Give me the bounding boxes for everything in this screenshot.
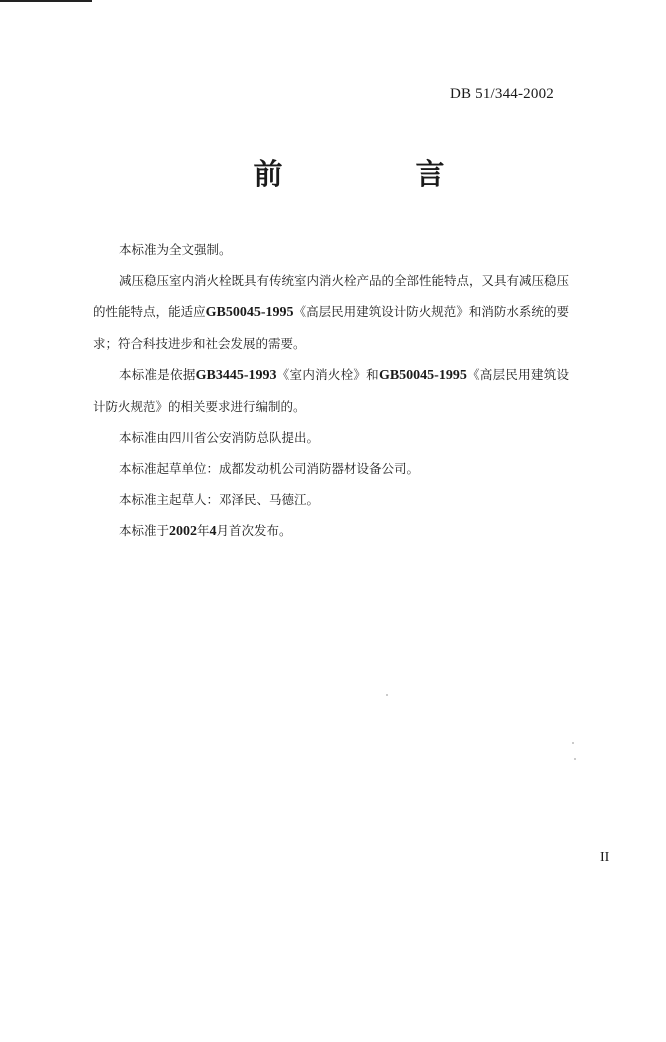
paragraph-text: 本标准起草单位：成都发动机公司消防器材设备公司。 [119,461,420,476]
paragraph-release [93,515,569,547]
paragraph-text: 减压稳压室内消火栓既具有传统室内消火栓产品的全部性能特点，又具有减压稳压的性能特点，能适应 [93,273,570,319]
body-text [93,234,569,547]
scan-speck [386,694,388,696]
release-month: 4 [209,524,217,539]
paragraph-text: 本标准主起草人：邓泽民、马德江。 [119,492,320,507]
standard-code: DB 51/344-2002 [449,86,554,102]
release-year: 2002 [169,524,198,539]
paragraph-text: 《高层民用建筑设计防火规范》的相关要求进行编制的。 [93,367,569,414]
scan-speck [574,758,576,760]
paragraph-text: 《高层民用建筑设计防火规范》和消防水系统的要求；符合科技进步和社会发展的需要。 [93,304,569,351]
page-title: 前 言 [253,157,497,191]
paragraph-text: 年 [197,523,210,538]
paragraph-text: 本标准是依据 [119,367,196,382]
scan-edge-mark [0,0,92,2]
paragraph-basis [93,359,569,422]
paragraph-text: 本标准由四川省公安消防总队提出。 [119,430,320,445]
scan-speck [572,742,574,744]
paragraph-text: 本标准于 [119,523,170,538]
paragraph-drafting-unit [93,453,569,484]
standard-reference: GB50045-1995 [378,368,467,383]
standard-reference: GB50045-1995 [205,305,294,320]
standard-reference: GB3445-1993 [195,368,277,383]
paragraph-drafters [93,484,569,515]
paragraph-text: 《室内消火栓》和 [276,367,379,382]
paragraph-text: 月首次发布。 [216,523,292,538]
paragraph-proposer [93,422,569,453]
paragraph-features [93,265,569,359]
page-number: II [600,850,610,865]
paragraph-text: 本标准为全文强制。 [119,242,232,257]
paragraph-scope [93,234,569,265]
